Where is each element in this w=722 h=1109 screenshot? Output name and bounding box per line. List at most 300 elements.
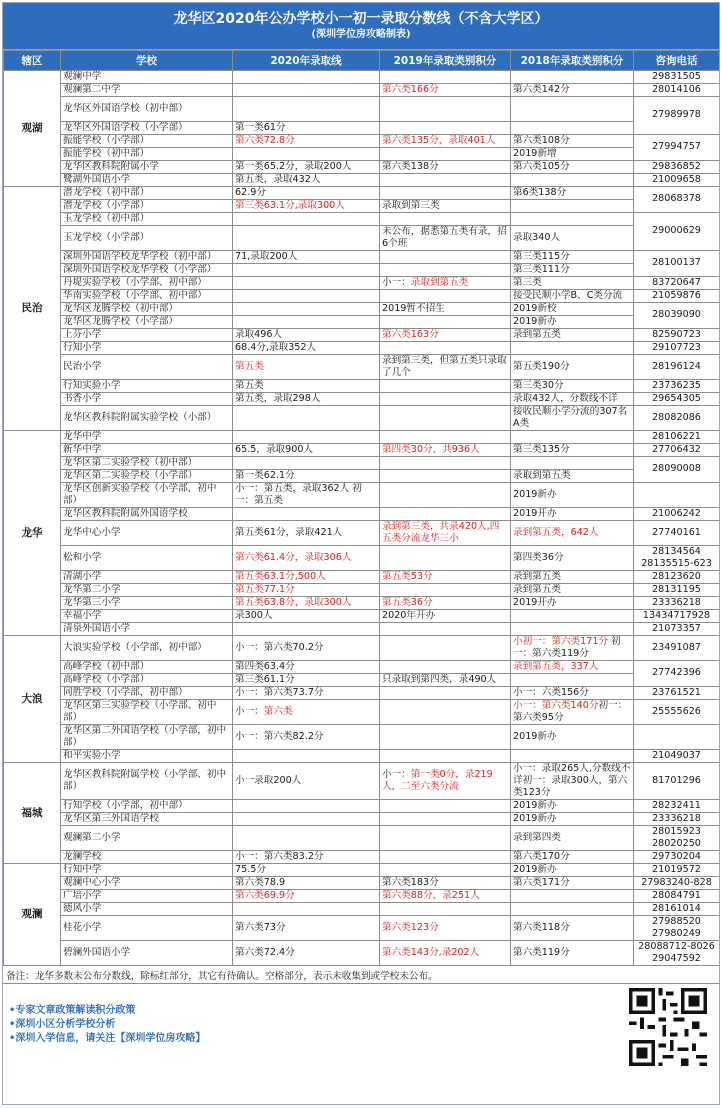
phone-cell: 27983240-828 [634, 876, 720, 889]
phone-cell: 28090008 [634, 456, 720, 482]
table-row [4, 889, 720, 902]
school-cell: 观澜中心小学 [61, 876, 233, 889]
table-row [4, 328, 720, 341]
table-row [4, 863, 720, 876]
phone-cell: 28088712-8026 29047592 [634, 940, 720, 965]
phone-cell: 28131195 [634, 583, 720, 596]
score-2020-cell: 第五类61分，录取421人 [233, 520, 380, 545]
score-2018-cell [511, 609, 634, 622]
score-2019-cell: 2019暂不招生 [380, 302, 511, 315]
district-cell: 观湖 [4, 71, 61, 187]
score-2018-cell [511, 430, 634, 443]
score-2020-cell [233, 302, 380, 315]
score-2020-cell: 75.5分 [233, 863, 380, 876]
score-2020-cell: 68.4分,录取352人 [233, 341, 380, 354]
table-row [4, 315, 720, 328]
phone-cell: 23491087 [634, 635, 720, 660]
table-row [4, 341, 720, 354]
table-row [4, 596, 720, 609]
school-cell: 龙华区第二实验学校（小学部） [61, 469, 233, 482]
score-2020-cell [233, 84, 380, 97]
score-2018-cell: 2019新办 [511, 724, 634, 749]
footer-link-analysis[interactable]: •深圳小区分析学校分析 [9, 1018, 116, 1030]
phone-cell: 21049037 [634, 749, 720, 762]
score-2019-cell [380, 405, 511, 430]
table-row [4, 276, 720, 289]
phone-cell: 28196124 [634, 354, 720, 379]
score-2019-cell [380, 121, 511, 134]
score-table [3, 50, 720, 966]
phone-cell: 82590723 [634, 328, 720, 341]
score-2018-cell [511, 902, 634, 915]
score-2019-cell: 第六类88分，录251人 [380, 889, 511, 902]
district-cell: 民治 [4, 186, 61, 430]
table-row [4, 469, 720, 482]
score-2018-cell [511, 121, 634, 134]
score-2020-cell [233, 799, 380, 812]
school-cell: 龙华区教科院附属实验学校（小部） [61, 405, 233, 430]
school-cell: 德风小学 [61, 902, 233, 915]
score-2018-cell: 2019新办 [511, 799, 634, 812]
school-cell: 龙华区龙腾学校（小学部） [61, 315, 233, 328]
table-row [4, 583, 720, 596]
score-2020-cell: 小一：第六类82.2分 [233, 724, 380, 749]
highlight-text: 小初一：第六类171分 [513, 635, 609, 647]
school-cell: 高峰学校（小学部） [61, 673, 233, 686]
phone-cell: 21073357 [634, 622, 720, 635]
score-2018-cell: 2019新增 [511, 147, 634, 160]
table-row [4, 430, 720, 443]
table-row [4, 225, 720, 250]
score-2020-cell: 第五类 [233, 379, 380, 392]
score-2018-cell: 录取432人，分数线不详 [511, 392, 634, 405]
school-cell: 和平实验小学 [61, 749, 233, 762]
column-header-2020: 2020年录取线 [233, 51, 380, 71]
score-2020-cell: 第六类78.9 [233, 876, 380, 889]
score-2020-cell [233, 289, 380, 302]
score-2019-cell: 第六类183分 [380, 876, 511, 889]
score-2019-cell [380, 263, 511, 276]
score-2019-cell [380, 212, 511, 225]
district-cell: 龙华 [4, 430, 61, 635]
score-2019-cell [380, 863, 511, 876]
table-row [4, 876, 720, 889]
school-cell: 民治小学 [61, 354, 233, 379]
score-2018-cell: 第三类30分 [511, 379, 634, 392]
score-2018-cell: 第六类171分 [511, 876, 634, 889]
column-header-phone: 咨询电话 [634, 51, 720, 71]
table-row [4, 289, 720, 302]
score-2018-cell: 录取340人 [511, 225, 634, 250]
table-row [4, 724, 720, 749]
score-2020-cell: 第六类73分 [233, 915, 380, 940]
score-2019-cell: 第四类30分，共936人 [380, 443, 511, 456]
score-2019-cell [380, 749, 511, 762]
score-2018-cell: 录到第五类 [511, 583, 634, 596]
table-row [4, 199, 720, 212]
school-cell: 行知中学 [61, 863, 233, 876]
phone-cell: 23761521 [634, 686, 720, 699]
score-2018-cell [511, 622, 634, 635]
score-2018-cell: 第六类118分 [511, 915, 634, 940]
score-2020-cell [233, 315, 380, 328]
score-2019-cell: 只录取到第四类，录490人 [380, 673, 511, 686]
table-header-row [4, 51, 720, 71]
score-2018-cell: 接受民顺小学B、C类分流 [511, 289, 634, 302]
score-2018-cell: 第六类170分 [511, 850, 634, 863]
table-row [4, 799, 720, 812]
score-2019-cell [380, 97, 511, 122]
phone-cell: 81701296 [634, 762, 720, 799]
table-row [4, 134, 720, 147]
table-row [4, 354, 720, 379]
score-2019-cell [380, 545, 511, 570]
score-2019-cell [380, 686, 511, 699]
school-cell: 幸福小学 [61, 609, 233, 622]
score-2018-cell: 2019新办 [511, 482, 634, 507]
school-cell: 振能学校（初中部） [61, 147, 233, 160]
school-cell: 华南实验学校（小学部、初中部） [61, 289, 233, 302]
score-2018-cell [511, 173, 634, 186]
score-2020-cell: 第五类77.1分 [233, 583, 380, 596]
score-2018-cell: 2019新校 [511, 302, 634, 315]
score-2018-cell: 第四类36分 [511, 545, 634, 570]
score-2019-cell [380, 902, 511, 915]
score-2019-cell: 2020年开办 [380, 609, 511, 622]
score-2020-cell [233, 812, 380, 825]
phone-cell: 27994757 [634, 134, 720, 160]
score-2018-cell [511, 341, 634, 354]
score-2019-cell: 小一：第一类0分，录219人，二至六类分流 [380, 762, 511, 799]
score-2019-cell [380, 507, 511, 520]
table-row [4, 147, 720, 160]
table-note: 备注：龙华多数未公布分数线，除标红部分，其它有待确认。空格部分，表示未收集到或学校未公布。 [3, 966, 719, 984]
table-row [4, 902, 720, 915]
score-2018-cell: 录到第五类 [511, 328, 634, 341]
score-2020-cell: 第一类65.2分，录取200人 [233, 160, 380, 173]
school-cell: 龙华中心小学 [61, 520, 233, 545]
table-row [4, 443, 720, 456]
phone-cell: 29654305 [634, 392, 720, 405]
score-2019-cell [380, 392, 511, 405]
score-2019-cell [380, 173, 511, 186]
score-2018-cell: 2019开办 [511, 507, 634, 520]
phone-cell: 28015923 28020250 [634, 825, 720, 850]
score-2020-cell: 小一：第六类 [233, 699, 380, 724]
table-row [4, 570, 720, 583]
score-2019-cell [380, 583, 511, 596]
score-2020-cell: 小一：第五类，录取362人 初一：第五类 [233, 482, 380, 507]
score-2020-cell [233, 212, 380, 225]
school-cell: 清泉外国语小学 [61, 622, 233, 635]
score-2018-cell: 小一：录取265人,分数线不详初一：录取300人，第六类123分 [511, 762, 634, 799]
score-2020-cell: 录取496人 [233, 328, 380, 341]
school-cell: 龙华区教科院附属小学 [61, 160, 233, 173]
school-cell: 潜龙学校（小学部） [61, 199, 233, 212]
table-row [4, 545, 720, 570]
school-cell: 龙华区第二外国语学校（小学部，初中部） [61, 724, 233, 749]
score-2018-cell: 第五类190分 [511, 354, 634, 379]
score-2018-cell: 小一：六类156分 [511, 686, 634, 699]
district-cell: 福城 [4, 762, 61, 863]
table-row [4, 915, 720, 940]
phone-cell: 23336218 [634, 596, 720, 609]
table-row [4, 379, 720, 392]
score-2019-cell: 第六类135分，录取401人 [380, 134, 511, 147]
phone-cell: 25555626 [634, 699, 720, 724]
score-2020-cell [233, 902, 380, 915]
score-2019-cell: 第六类123分 [380, 915, 511, 940]
table-row [4, 97, 720, 122]
table-row [4, 84, 720, 97]
page-subtitle: (深圳学位房攻略制表) [311, 29, 411, 40]
score-2019-cell: 小一：录取到第五类 [380, 276, 511, 289]
highlight-text: 小一：第六类140分 [513, 699, 599, 711]
score-2018-cell: 第6类138分 [511, 186, 634, 199]
phone-cell: 83720647 [634, 276, 720, 289]
score-2019-cell [380, 635, 511, 660]
phone-cell: 27989978 [634, 97, 720, 135]
table-row [4, 392, 720, 405]
school-cell: 龙华中学 [61, 430, 233, 443]
score-2020-cell [233, 456, 380, 469]
score-2018-cell: 录到第五类，337人 [511, 660, 634, 673]
phone-cell: 28068378 [634, 186, 720, 212]
score-2018-cell: 录取到第五类 [511, 469, 634, 482]
score-2019-cell [380, 482, 511, 507]
score-2019-cell [380, 341, 511, 354]
school-cell: 松和小学 [61, 545, 233, 570]
table-row [4, 520, 720, 545]
phone-cell: 21006242 [634, 507, 720, 520]
table-body [4, 71, 720, 966]
score-2020-cell [233, 749, 380, 762]
phone-cell: 29836852 [634, 160, 720, 173]
school-cell: 龙华第二小学 [61, 583, 233, 596]
score-2020-cell: 第五类 [233, 354, 380, 379]
score-2020-cell [233, 507, 380, 520]
score-2019-cell [380, 430, 511, 443]
footer-link-policy[interactable]: •专家文章政策解读积分政策 [9, 1004, 136, 1016]
score-2018-cell [511, 212, 634, 225]
score-2018-cell: 第六类105分 [511, 160, 634, 173]
phone-cell: 28039090 [634, 302, 720, 328]
school-cell: 龙华区教科院附属外国语学校 [61, 507, 233, 520]
score-2018-cell [511, 889, 634, 902]
phone-cell: 21059876 [634, 289, 720, 302]
phone-cell: 29831505 [634, 71, 720, 84]
table-row [4, 749, 720, 762]
score-2020-cell [233, 263, 380, 276]
table-row [4, 121, 720, 134]
score-2020-cell: 第五类，录取432人 [233, 173, 380, 186]
score-2020-cell: 小一：第六类70.2分 [233, 635, 380, 660]
school-cell: 大浪实验学校（小学部，初中部） [61, 635, 233, 660]
score-2020-cell: 第六类69.9分 [233, 889, 380, 902]
score-2018-cell: 第六类108分 [511, 134, 634, 147]
school-cell: 龙华区龙腾学校（初中部） [61, 302, 233, 315]
score-2020-cell: 71,录取200人 [233, 250, 380, 263]
school-cell: 龙华区教科院附属学校（小学部、初中部） [61, 762, 233, 799]
score-2018-cell [511, 199, 634, 212]
school-cell: 龙华区外国语学校（初中部） [61, 97, 233, 122]
score-2020-cell [233, 225, 380, 250]
school-cell: 观澜中学 [61, 71, 233, 84]
score-2020-cell [233, 622, 380, 635]
score-2020-cell [233, 405, 380, 430]
school-cell: 深圳外国语学校龙华学校（小学部） [61, 263, 233, 276]
score-2019-cell: 第六类143分,录202人 [380, 940, 511, 965]
phone-cell: 27742396 [634, 660, 720, 686]
score-2019-cell [380, 456, 511, 469]
score-2020-cell: 第一类61分 [233, 121, 380, 134]
score-2018-cell [511, 673, 634, 686]
table-row [4, 186, 720, 199]
score-2020-cell: 第三类63.1分,录取300人 [233, 199, 380, 212]
school-cell: 高峰学校（初中部） [61, 660, 233, 673]
school-cell: 书香小学 [61, 392, 233, 405]
highlight-text: 第六类 [263, 705, 293, 717]
school-cell: 龙华区创新实验学校（小学部，初中部） [61, 482, 233, 507]
score-2020-cell: 第五类63.8分，录取300人 [233, 596, 380, 609]
school-cell: 观澜第二中学 [61, 84, 233, 97]
score-2018-cell: 录到第五类 [511, 570, 634, 583]
score-2019-cell [380, 812, 511, 825]
score-2020-cell [233, 147, 380, 160]
score-2020-cell: 第一类62.1分 [233, 469, 380, 482]
score-2019-cell [380, 289, 511, 302]
school-cell: 龙华区外国语学校（小学部） [61, 121, 233, 134]
school-cell: 潜龙学校（初中部） [61, 186, 233, 199]
score-2019-cell: 第五类36分 [380, 596, 511, 609]
table-row [4, 686, 720, 699]
table-row [4, 825, 720, 850]
table-row [4, 250, 720, 263]
phone-cell: 28084791 [634, 889, 720, 902]
score-2020-cell: 录300人 [233, 609, 380, 622]
school-cell: 新华中学 [61, 443, 233, 456]
table-row [4, 173, 720, 186]
table-row [4, 302, 720, 315]
score-2018-cell [511, 97, 634, 122]
score-2019-cell [380, 186, 511, 199]
score-2019-cell [380, 699, 511, 724]
score-2020-cell [233, 430, 380, 443]
score-2019-cell: 录到第三类，但第五类只录取了几个 [380, 354, 511, 379]
score-2019-cell: 未公布，据悉第五类有录，招6个班 [380, 225, 511, 250]
table-row [4, 699, 720, 724]
score-2018-cell: 2019开办 [511, 596, 634, 609]
score-2018-cell: 录到第五类，642人 [511, 520, 634, 545]
school-cell: 玉龙学校（初中部） [61, 212, 233, 225]
score-2019-cell: 第五类53分 [380, 570, 511, 583]
score-2020-cell [233, 276, 380, 289]
score-2019-cell: 录到第三类，共录420人,四五类分流龙华三小 [380, 520, 511, 545]
school-cell: 桂花小学 [61, 915, 233, 940]
score-2018-cell: 第六类119分 [511, 940, 634, 965]
school-cell: 同胜学校（小学部，初中部） [61, 686, 233, 699]
score-2020-cell: 第五类63.1分,500人 [233, 570, 380, 583]
district-cell: 观澜 [4, 863, 61, 965]
score-2020-cell: 小一：第六类73.7分 [233, 686, 380, 699]
phone-cell [634, 482, 720, 507]
table-row [4, 405, 720, 430]
score-2020-cell [233, 97, 380, 122]
score-2020-cell: 第三类61.1分 [233, 673, 380, 686]
school-cell: 龙华第三小学 [61, 596, 233, 609]
phone-cell: 28106221 [634, 430, 720, 443]
school-cell: 振能学校（小学部） [61, 134, 233, 147]
score-2019-cell [380, 850, 511, 863]
score-2019-cell [380, 724, 511, 749]
score-2019-cell [380, 622, 511, 635]
footer [3, 984, 719, 1074]
column-header-district: 辖区 [4, 51, 61, 71]
school-cell: 广培小学 [61, 889, 233, 902]
table-row [4, 212, 720, 225]
school-cell: 龙华区第三实验学校（小学部、初中部） [61, 699, 233, 724]
footer-link-follow[interactable]: •深圳入学信息，请关注【深圳学位房攻略】 [9, 1032, 206, 1044]
phone-cell: 28082086 [634, 405, 720, 430]
table-row [4, 850, 720, 863]
score-2019-cell [380, 660, 511, 673]
school-cell: 龙华区第三外国语学校 [61, 812, 233, 825]
score-2020-cell: 第六类72.8分 [233, 134, 380, 147]
district-cell: 大浪 [4, 635, 61, 762]
column-header-2018: 2018年录取类别积分 [511, 51, 634, 71]
column-header-2019: 2019年录取类别积分 [380, 51, 511, 71]
school-cell: 龙华区第二实验学校（初中部） [61, 456, 233, 469]
score-2020-cell: 第六类72.4分 [233, 940, 380, 965]
table-row [4, 71, 720, 84]
score-2019-cell [380, 825, 511, 850]
phone-cell: 23736235 [634, 379, 720, 392]
school-cell: 鹭湖外国语小学 [61, 173, 233, 186]
table-row [4, 762, 720, 799]
score-2018-cell [511, 456, 634, 469]
score-2018-cell: 第三类115分 [511, 250, 634, 263]
score-2018-cell: 第三类 [511, 276, 634, 289]
score-2020-cell: 第六类61.4分，录取306人 [233, 545, 380, 570]
phone-cell: 28161014 [634, 902, 720, 915]
table-row [4, 622, 720, 635]
score-2018-cell: 录到第四类 [511, 825, 634, 850]
score-2018-cell: 第三类135分 [511, 443, 634, 456]
highlight-text: 录取到第五类 [410, 276, 469, 288]
score-2019-cell: 录取到第三类 [380, 199, 511, 212]
school-cell: 行知实验小学 [61, 379, 233, 392]
table-row [4, 673, 720, 686]
score-2018-cell: 接收民顺小学分流的307名A类 [511, 405, 634, 430]
phone-cell: 28014106 [634, 84, 720, 97]
table-row [4, 660, 720, 673]
school-cell: 碧澜外国语小学 [61, 940, 233, 965]
score-2018-cell: 2019新办 [511, 812, 634, 825]
school-cell: 观澜第二小学 [61, 825, 233, 850]
page [2, 2, 720, 1105]
phone-cell: 29730204 [634, 850, 720, 863]
table-row [4, 160, 720, 173]
footer-links [9, 1004, 205, 1046]
phone-cell: 28232411 [634, 799, 720, 812]
table-row [4, 635, 720, 660]
score-2019-cell [380, 799, 511, 812]
school-cell: 清湖小学 [61, 570, 233, 583]
qr-code-icon [629, 988, 707, 1066]
page-title: 龙华区2020年公办学校小一初一录取分数线（不含大学区） [173, 11, 549, 27]
school-cell: 深圳外国语学校龙华学校（初中部） [61, 250, 233, 263]
score-2019-cell [380, 469, 511, 482]
